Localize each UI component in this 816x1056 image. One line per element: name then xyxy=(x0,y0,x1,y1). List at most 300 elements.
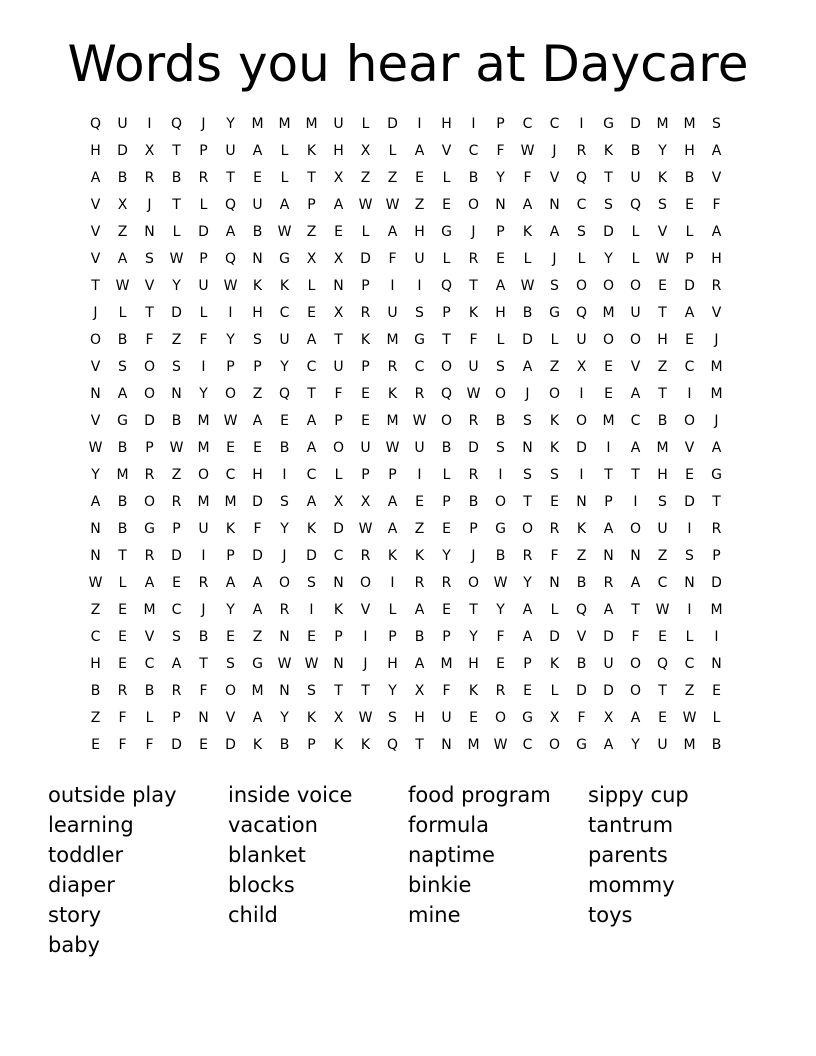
grid-letter: A xyxy=(144,575,155,591)
grid-letter: C xyxy=(171,602,182,618)
grid-letter: N xyxy=(576,494,587,510)
grid-letter: Q xyxy=(656,656,669,672)
grid-letter: N xyxy=(333,278,344,294)
grid-letter: L xyxy=(631,251,640,267)
grid-letter: V xyxy=(711,305,722,321)
grid-letter: J xyxy=(363,656,368,672)
grid-letter: T xyxy=(361,683,370,699)
grid-letter: K xyxy=(306,521,317,537)
grid-letter: M xyxy=(683,116,696,132)
grid-letter: L xyxy=(577,251,586,267)
grid-letter: B xyxy=(171,413,182,429)
grid-letter: R xyxy=(279,602,290,618)
grid-letter: M xyxy=(305,116,318,132)
grid-letter: Y xyxy=(469,629,478,645)
grid-letter: P xyxy=(685,251,694,267)
grid-letter: B xyxy=(495,413,506,429)
word-list-item: toys xyxy=(588,903,633,927)
grid-letter: P xyxy=(604,494,613,510)
grid-letter: U xyxy=(576,332,587,348)
grid-letter: Y xyxy=(523,575,532,591)
grid-letter: Y xyxy=(91,467,100,483)
grid-letter: V xyxy=(684,440,695,456)
grid-letter: W xyxy=(493,575,508,591)
grid-letter: C xyxy=(144,656,155,672)
grid-letter: K xyxy=(279,278,290,294)
grid-letter: A xyxy=(252,602,263,618)
grid-letter: I xyxy=(390,278,395,294)
grid-letter: G xyxy=(279,251,290,267)
grid-letter: M xyxy=(683,737,696,753)
grid-letter: C xyxy=(522,116,533,132)
word-list-item: vacation xyxy=(228,813,318,837)
grid-letter: E xyxy=(604,359,613,375)
grid-letter: X xyxy=(414,683,425,699)
grid-letter: O xyxy=(143,494,156,510)
grid-letter: K xyxy=(360,332,371,348)
grid-row xyxy=(82,651,730,678)
grid-letter: V xyxy=(90,413,101,429)
grid-letter: J xyxy=(201,602,206,618)
grid-letter: L xyxy=(280,143,289,159)
grid-letter: B xyxy=(117,170,128,186)
grid-letter: E xyxy=(604,386,613,402)
grid-letter: E xyxy=(685,197,694,213)
grid-letter: E xyxy=(199,737,208,753)
grid-letter: X xyxy=(333,170,344,186)
grid-row xyxy=(82,165,730,192)
grid-letter: E xyxy=(253,170,262,186)
grid-letter: E xyxy=(334,224,343,240)
grid-letter: Y xyxy=(172,278,181,294)
grid-letter: J xyxy=(471,548,476,564)
grid-letter: S xyxy=(388,710,397,726)
grid-row xyxy=(82,516,730,543)
grid-letter: B xyxy=(684,170,695,186)
grid-letter: C xyxy=(225,467,236,483)
grid-row xyxy=(82,597,730,624)
grid-letter: A xyxy=(252,413,263,429)
grid-letter: T xyxy=(172,197,181,213)
grid-letter: U xyxy=(279,332,290,348)
grid-letter: U xyxy=(468,359,479,375)
grid-letter: V xyxy=(441,143,452,159)
grid-letter: P xyxy=(253,359,262,375)
grid-letter: P xyxy=(361,278,370,294)
word-list-item: mine xyxy=(408,903,461,927)
grid-letter: S xyxy=(496,440,505,456)
grid-letter: T xyxy=(712,494,721,510)
grid-letter: I xyxy=(201,359,206,375)
grid-letter: M xyxy=(197,413,210,429)
grid-letter: S xyxy=(604,197,613,213)
grid-letter: T xyxy=(199,656,208,672)
grid-letter: A xyxy=(225,575,236,591)
grid-letter: Q xyxy=(386,737,399,753)
grid-letter: Q xyxy=(224,197,237,213)
grid-letter: E xyxy=(496,251,505,267)
grid-letter: D xyxy=(360,251,371,267)
grid-letter: D xyxy=(171,548,182,564)
grid-letter: A xyxy=(630,440,641,456)
grid-letter: I xyxy=(579,467,584,483)
grid-letter: R xyxy=(603,575,614,591)
grid-letter: C xyxy=(630,413,641,429)
word-list-item: mommy xyxy=(588,873,675,897)
grid-letter: N xyxy=(549,197,560,213)
grid-letter: Z xyxy=(171,467,182,483)
grid-letter: G xyxy=(414,332,425,348)
grid-letter: N xyxy=(684,575,695,591)
grid-letter: X xyxy=(117,197,128,213)
grid-letter: E xyxy=(361,413,370,429)
grid-letter: T xyxy=(415,737,424,753)
word-list-item: food program xyxy=(408,783,551,807)
grid-letter: A xyxy=(387,521,398,537)
grid-letter: E xyxy=(550,494,559,510)
grid-letter: A xyxy=(711,224,722,240)
grid-letter: U xyxy=(603,656,614,672)
grid-letter: K xyxy=(603,143,614,159)
grid-letter: F xyxy=(712,197,721,213)
grid-letter: Q xyxy=(440,278,453,294)
grid-letter: R xyxy=(171,494,182,510)
grid-letter: U xyxy=(198,521,209,537)
grid-letter: F xyxy=(118,737,127,753)
grid-letter: B xyxy=(198,629,209,645)
grid-letter: T xyxy=(118,548,127,564)
grid-letter: D xyxy=(333,521,344,537)
grid-letter: E xyxy=(307,305,316,321)
grid-letter: W xyxy=(466,386,481,402)
grid-letter: F xyxy=(631,629,640,645)
grid-letter: W xyxy=(682,710,697,726)
grid-letter: M xyxy=(197,440,210,456)
grid-letter: M xyxy=(602,305,615,321)
grid-letter: A xyxy=(603,602,614,618)
grid-letter: P xyxy=(226,548,235,564)
grid-letter: Q xyxy=(278,386,291,402)
grid-letter: C xyxy=(90,629,101,645)
grid-letter: Z xyxy=(171,332,182,348)
grid-letter: G xyxy=(522,710,533,726)
grid-letter: F xyxy=(334,386,343,402)
grid-letter: O xyxy=(602,278,615,294)
grid-letter: T xyxy=(631,467,640,483)
grid-letter: X xyxy=(333,305,344,321)
grid-letter: W xyxy=(520,278,535,294)
grid-letter: S xyxy=(172,359,181,375)
grid-letter: A xyxy=(225,224,236,240)
grid-letter: D xyxy=(171,737,182,753)
grid-letter: L xyxy=(550,602,559,618)
grid-letter: P xyxy=(226,359,235,375)
word-list-item: child xyxy=(228,903,278,927)
grid-letter: W xyxy=(88,440,103,456)
grid-letter: T xyxy=(172,143,181,159)
grid-letter: K xyxy=(657,170,668,186)
grid-letter: D xyxy=(171,305,182,321)
word-list-item: blanket xyxy=(228,843,306,867)
grid-letter: K xyxy=(549,656,560,672)
grid-letter: V xyxy=(549,170,560,186)
grid-letter: W xyxy=(358,521,373,537)
word-list-item: inside voice xyxy=(228,783,353,807)
grid-letter: S xyxy=(523,413,532,429)
grid-row xyxy=(82,462,730,489)
grid-letter: O xyxy=(332,440,345,456)
grid-letter: G xyxy=(144,521,155,537)
grid-letter: P xyxy=(496,224,505,240)
grid-letter: W xyxy=(115,278,130,294)
grid-letter: F xyxy=(253,521,262,537)
grid-letter: U xyxy=(657,521,668,537)
grid-letter: Z xyxy=(684,683,695,699)
grid-letter: Q xyxy=(575,602,588,618)
grid-letter: U xyxy=(441,710,452,726)
grid-letter: Y xyxy=(226,602,235,618)
page-title: Words you hear at Daycare xyxy=(67,35,749,93)
grid-letter: U xyxy=(333,116,344,132)
grid-letter: T xyxy=(604,467,613,483)
grid-letter: P xyxy=(172,710,181,726)
grid-letter: A xyxy=(252,143,263,159)
grid-letter: J xyxy=(714,332,719,348)
grid-letter: U xyxy=(333,359,344,375)
grid-letter: P xyxy=(523,656,532,672)
grid-letter: L xyxy=(334,467,343,483)
grid-letter: S xyxy=(658,197,667,213)
grid-letter: S xyxy=(658,494,667,510)
grid-letter: A xyxy=(684,305,695,321)
grid-letter: C xyxy=(306,467,317,483)
grid-letter: A xyxy=(711,143,722,159)
grid-letter: I xyxy=(201,548,206,564)
grid-letter: Z xyxy=(387,170,398,186)
grid-letter: A xyxy=(252,575,263,591)
grid-letter: I xyxy=(579,116,584,132)
grid-letter: T xyxy=(469,278,478,294)
grid-row xyxy=(82,543,730,570)
grid-letter: G xyxy=(603,116,614,132)
grid-letter: C xyxy=(522,737,533,753)
grid-letter: Z xyxy=(252,629,263,645)
grid-letter: F xyxy=(577,710,586,726)
grid-letter: Y xyxy=(631,737,640,753)
grid-letter: U xyxy=(360,440,371,456)
grid-letter: L xyxy=(145,710,154,726)
grid-letter: B xyxy=(495,548,506,564)
grid-letter: J xyxy=(93,305,98,321)
grid-row xyxy=(82,111,730,138)
grid-letter: I xyxy=(228,305,233,321)
grid-letter: W xyxy=(385,440,400,456)
grid-letter: L xyxy=(523,251,532,267)
grid-letter: A xyxy=(414,656,425,672)
grid-letter: H xyxy=(495,305,506,321)
grid-letter: S xyxy=(523,467,532,483)
grid-letter: Q xyxy=(575,170,588,186)
grid-letter: E xyxy=(712,683,721,699)
grid-letter: B xyxy=(576,575,587,591)
grid-letter: R xyxy=(171,683,182,699)
grid-letter: O xyxy=(629,656,642,672)
grid-letter: K xyxy=(549,413,560,429)
grid-letter: W xyxy=(223,413,238,429)
grid-letter: V xyxy=(90,251,101,267)
grid-letter: T xyxy=(658,386,667,402)
grid-letter: S xyxy=(307,683,316,699)
grid-letter: D xyxy=(117,143,128,159)
grid-letter: R xyxy=(549,521,560,537)
grid-letter: D xyxy=(603,224,614,240)
word-list xyxy=(48,780,788,960)
grid-letter: K xyxy=(306,710,317,726)
grid-letter: I xyxy=(498,467,503,483)
grid-letter: P xyxy=(442,629,451,645)
grid-letter: P xyxy=(199,143,208,159)
grid-letter: A xyxy=(414,143,425,159)
word-list-item: sippy cup xyxy=(588,783,689,807)
grid-letter: B xyxy=(144,683,155,699)
grid-letter: C xyxy=(468,143,479,159)
grid-row xyxy=(82,138,730,165)
grid-letter: F xyxy=(199,683,208,699)
grid-letter: O xyxy=(602,332,615,348)
grid-letter: A xyxy=(90,494,101,510)
grid-letter: A xyxy=(90,170,101,186)
grid-letter: N xyxy=(333,575,344,591)
grid-letter: I xyxy=(363,629,368,645)
grid-letter: E xyxy=(685,467,694,483)
grid-letter: E xyxy=(415,170,424,186)
grid-letter: A xyxy=(630,575,641,591)
grid-letter: M xyxy=(251,683,264,699)
grid-letter: U xyxy=(198,278,209,294)
grid-row xyxy=(82,570,730,597)
grid-letter: B xyxy=(117,494,128,510)
grid-letter: B xyxy=(414,629,425,645)
grid-letter: O xyxy=(89,332,102,348)
grid-letter: L xyxy=(361,116,370,132)
grid-letter: S xyxy=(496,359,505,375)
grid-letter: Q xyxy=(170,116,183,132)
grid-letter: T xyxy=(307,170,316,186)
grid-letter: Z xyxy=(252,386,263,402)
grid-letter: K xyxy=(225,521,236,537)
grid-letter: N xyxy=(252,251,263,267)
grid-letter: E xyxy=(280,413,289,429)
grid-letter: E xyxy=(469,710,478,726)
grid-letter: S xyxy=(550,278,559,294)
grid-letter: W xyxy=(169,251,184,267)
grid-letter: P xyxy=(388,629,397,645)
grid-letter: E xyxy=(307,629,316,645)
grid-letter: B xyxy=(468,170,479,186)
grid-letter: I xyxy=(687,602,692,618)
grid-letter: V xyxy=(144,629,155,645)
grid-letter: Y xyxy=(604,251,613,267)
grid-letter: A xyxy=(711,440,722,456)
grid-letter: T xyxy=(523,494,532,510)
grid-letter: A xyxy=(117,386,128,402)
grid-letter: M xyxy=(710,602,723,618)
grid-letter: O xyxy=(197,467,210,483)
grid-letter: R xyxy=(360,548,371,564)
grid-letter: T xyxy=(334,683,343,699)
grid-letter: M xyxy=(143,602,156,618)
word-list-item: story xyxy=(48,903,102,927)
grid-letter: N xyxy=(711,656,722,672)
grid-letter: H xyxy=(468,656,479,672)
grid-letter: G xyxy=(252,656,263,672)
grid-letter: E xyxy=(361,386,370,402)
grid-letter: P xyxy=(361,359,370,375)
grid-letter: I xyxy=(714,629,719,645)
grid-letter: I xyxy=(417,278,422,294)
grid-letter: V xyxy=(225,710,236,726)
grid-letter: W xyxy=(304,656,319,672)
grid-letter: N xyxy=(549,575,560,591)
grid-letter: E xyxy=(118,629,127,645)
grid-letter: W xyxy=(655,602,670,618)
grid-letter: C xyxy=(279,305,290,321)
grid-letter: D xyxy=(306,548,317,564)
grid-letter: Y xyxy=(658,143,667,159)
grid-letter: P xyxy=(334,629,343,645)
grid-letter: D xyxy=(225,737,236,753)
grid-letter: R xyxy=(144,548,155,564)
grid-letter: F xyxy=(523,170,532,186)
grid-letter: J xyxy=(471,224,476,240)
grid-letter: R xyxy=(468,467,479,483)
grid-letter: N xyxy=(522,440,533,456)
grid-letter: G xyxy=(576,737,587,753)
grid-letter: N xyxy=(279,683,290,699)
grid-letter: V xyxy=(90,224,101,240)
grid-letter: B xyxy=(171,170,182,186)
grid-letter: N xyxy=(90,548,101,564)
grid-letter: J xyxy=(552,143,557,159)
grid-letter: Z xyxy=(90,602,101,618)
word-list-item: binkie xyxy=(408,873,472,897)
grid-letter: Y xyxy=(280,359,289,375)
grid-letter: K xyxy=(414,548,425,564)
grid-letter: B xyxy=(90,683,101,699)
grid-letter: J xyxy=(147,197,152,213)
grid-letter: N xyxy=(630,548,641,564)
grid-letter: G xyxy=(549,305,560,321)
grid-letter: R xyxy=(387,359,398,375)
grid-letter: B xyxy=(117,440,128,456)
grid-letter: D xyxy=(603,629,614,645)
grid-letter: J xyxy=(552,251,557,267)
grid-row xyxy=(82,192,730,219)
grid-letter: N xyxy=(279,629,290,645)
grid-letter: L xyxy=(550,683,559,699)
grid-letter: O xyxy=(494,710,507,726)
grid-letter: Z xyxy=(657,548,668,564)
grid-letter: X xyxy=(333,710,344,726)
grid-letter: J xyxy=(525,386,530,402)
grid-letter: H xyxy=(657,467,668,483)
grid-letter: D xyxy=(252,548,263,564)
grid-letter: E xyxy=(415,494,424,510)
grid-letter: K xyxy=(387,386,398,402)
grid-letter: F xyxy=(469,332,478,348)
grid-letter: V xyxy=(576,629,587,645)
word-list-item: diaper xyxy=(48,873,115,897)
